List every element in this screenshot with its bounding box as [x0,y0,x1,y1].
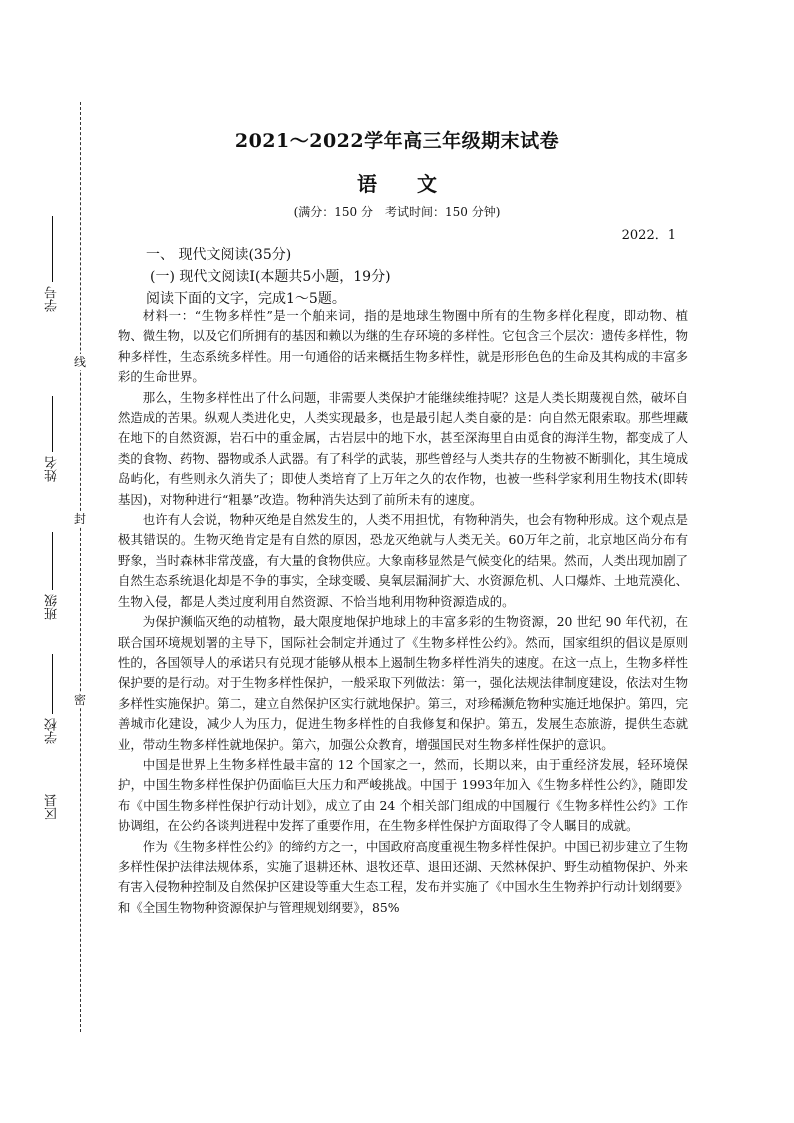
passage-paragraph: 为保护濒临灭绝的动植物，最大限度地保护地球上的丰富多彩的生物资源，20 世纪 90 年代初，在联合国环境规划署的主导下，国际社会制定并通过了《生物多样性公约》。然而，国家组织的倡议是原则性的，各国领导人的承诺只有兑现才能够从根本上遏制生物多样性消失的速度。在这一点上，生物多样性保护要的是行动。对于生物多样性保护，一般采取下列做法：第一，强化法规法律制度建设，依法对生物多样性实施保护。第二，建立自然保护区实行就地保护。第三，对珍稀濒危物种实施迁地保护。第四，完善城市化建设，减少人为压力，促进生物多样性的自我修复和保护。第五，发展生态旅游，提供生态就业，带动生物多样性就地保护。第六，加强公众教育，增强国民对生物多样性保护的意识。 [118,614,688,752]
reading-passage [118,306,688,918]
field-blank-line [52,654,53,714]
binding-dashed-line [80,102,81,1032]
field-label: 班级 [44,594,60,620]
field-blank-line [52,216,53,282]
field-label: 学号 [44,286,60,312]
field-class [40,532,64,620]
binding-word-line: 线 [73,355,86,369]
binding-word-secret: 密 [73,693,86,707]
passage-paragraph: 中国是世界上生物多样性最丰富的 12 个国家之一，然而，长期以来，由于重经济发展，轻环境保护，中国生物多样性保护仍面临巨大压力和严峻挑战。中国于 1993年加入《生物多样性公约》，随即发布《中国生物多样性保护行动计划》，成立了由 24 个相关部门组成的中国履行《生物多样性公约》工作协调组，在公约各谈判进程中发挥了重要作用，在生物多样性保护方面取得了令人瞩目的成就。 [118,756,688,834]
subject-title: 语文 [357,172,477,196]
field-district [40,790,64,820]
field-student-id [40,216,64,312]
field-blank-line [52,396,53,452]
passage-paragraph: 材料一：“生物多样性”是一个舶来词，指的是地球生物圈中所有的生物多样化程度，即动物、植物、微生物，以及它们所拥有的基因和赖以为继的生存环境的多样性。它包含三个层次：遗传多样性，物种多样性，生态系统多样性。用一句通俗的话来概括生物多样性，就是形形色色的生命及其构成的丰富多彩的生命世界。 [118,308,688,385]
field-label: 学校 [44,718,60,744]
reading-instruction: 阅读下面的文字，完成1～5题。 [146,291,346,307]
exam-title: 2021～2022学年高三年级期末试卷 [234,130,560,152]
passage-paragraph: 那么，生物多样性出了什么问题，非需要人类保护才能继续维持呢？这是人类长期蔑视自然，破坏自然造成的苦果。纵观人类进化史，人类实现最多，也是最引起人类自豪的是：向自然无限索取。那些埋藏在地下的自然资源，岩石中的重金属，古岩层中的地下水，甚至深海里自由觅食的海洋生物，都变成了人类的食物、药物、器物或杀人武器。有了科学的武装，那些曾经与人类共存的生物被不断驯化，其生境成岛屿化，有些则永久消失了；即使人类培育了上万年之久的农作物，也被一些科学家利用生物技术(即转基因)，对物种进行“粗暴”改造。物种消失达到了前所未有的速度。 [118,389,688,507]
field-label: 区县 [44,794,60,820]
passage-paragraph: 作为《生物多样性公约》的缔约方之一，中国政府高度重视生物多样性保护。中国已初步建立了生物多样性保护法律法规体系，实施了退耕还林、退牧还草、退田还湖、天然林保护、野生动植物保护、外来有害入侵物种控制及自然保护区建设等重大生态工程，发布并实施了《中国水生生物养护行动计划纲要》和《全国生物物种资源保护与管理规划纲要》，85% [118,838,688,915]
section-heading: 一、 现代文阅读(35分) [146,247,292,263]
field-school [40,654,64,744]
exam-meta: (满分：150 分 考试时间：150 分钟) [293,205,501,219]
field-name [40,396,64,482]
field-label: 姓名 [44,456,60,482]
exam-date: 2022．1 [621,228,676,243]
field-blank-line [52,532,53,590]
section-subheading: (一) 现代文阅读Ⅰ(本题共5小题，19分) [150,269,391,285]
binding-word-seal: 封 [73,512,86,526]
passage-paragraph: 也许有人会说，物种灭绝是自然发生的，人类不用担忧，有物种消失，也会有物种形成。这个观点是极其错误的。生物灭绝肯定是有自然的原因，恐龙灭绝就与人类无关。60万年之前，北京地区尚分布有野象，当时森林非常茂盛，有大量的食物供应。大象南移显然是气候变化的结果。然而，人类出现加剧了自然生态系统退化却是不争的事实，全球变暖、臭氧层漏洞扩大、水资源危机、人口爆炸、土地荒漠化、生物入侵，都是人类过度利用自然资源、不恰当地利用物种资源造成的。 [118,512,688,609]
